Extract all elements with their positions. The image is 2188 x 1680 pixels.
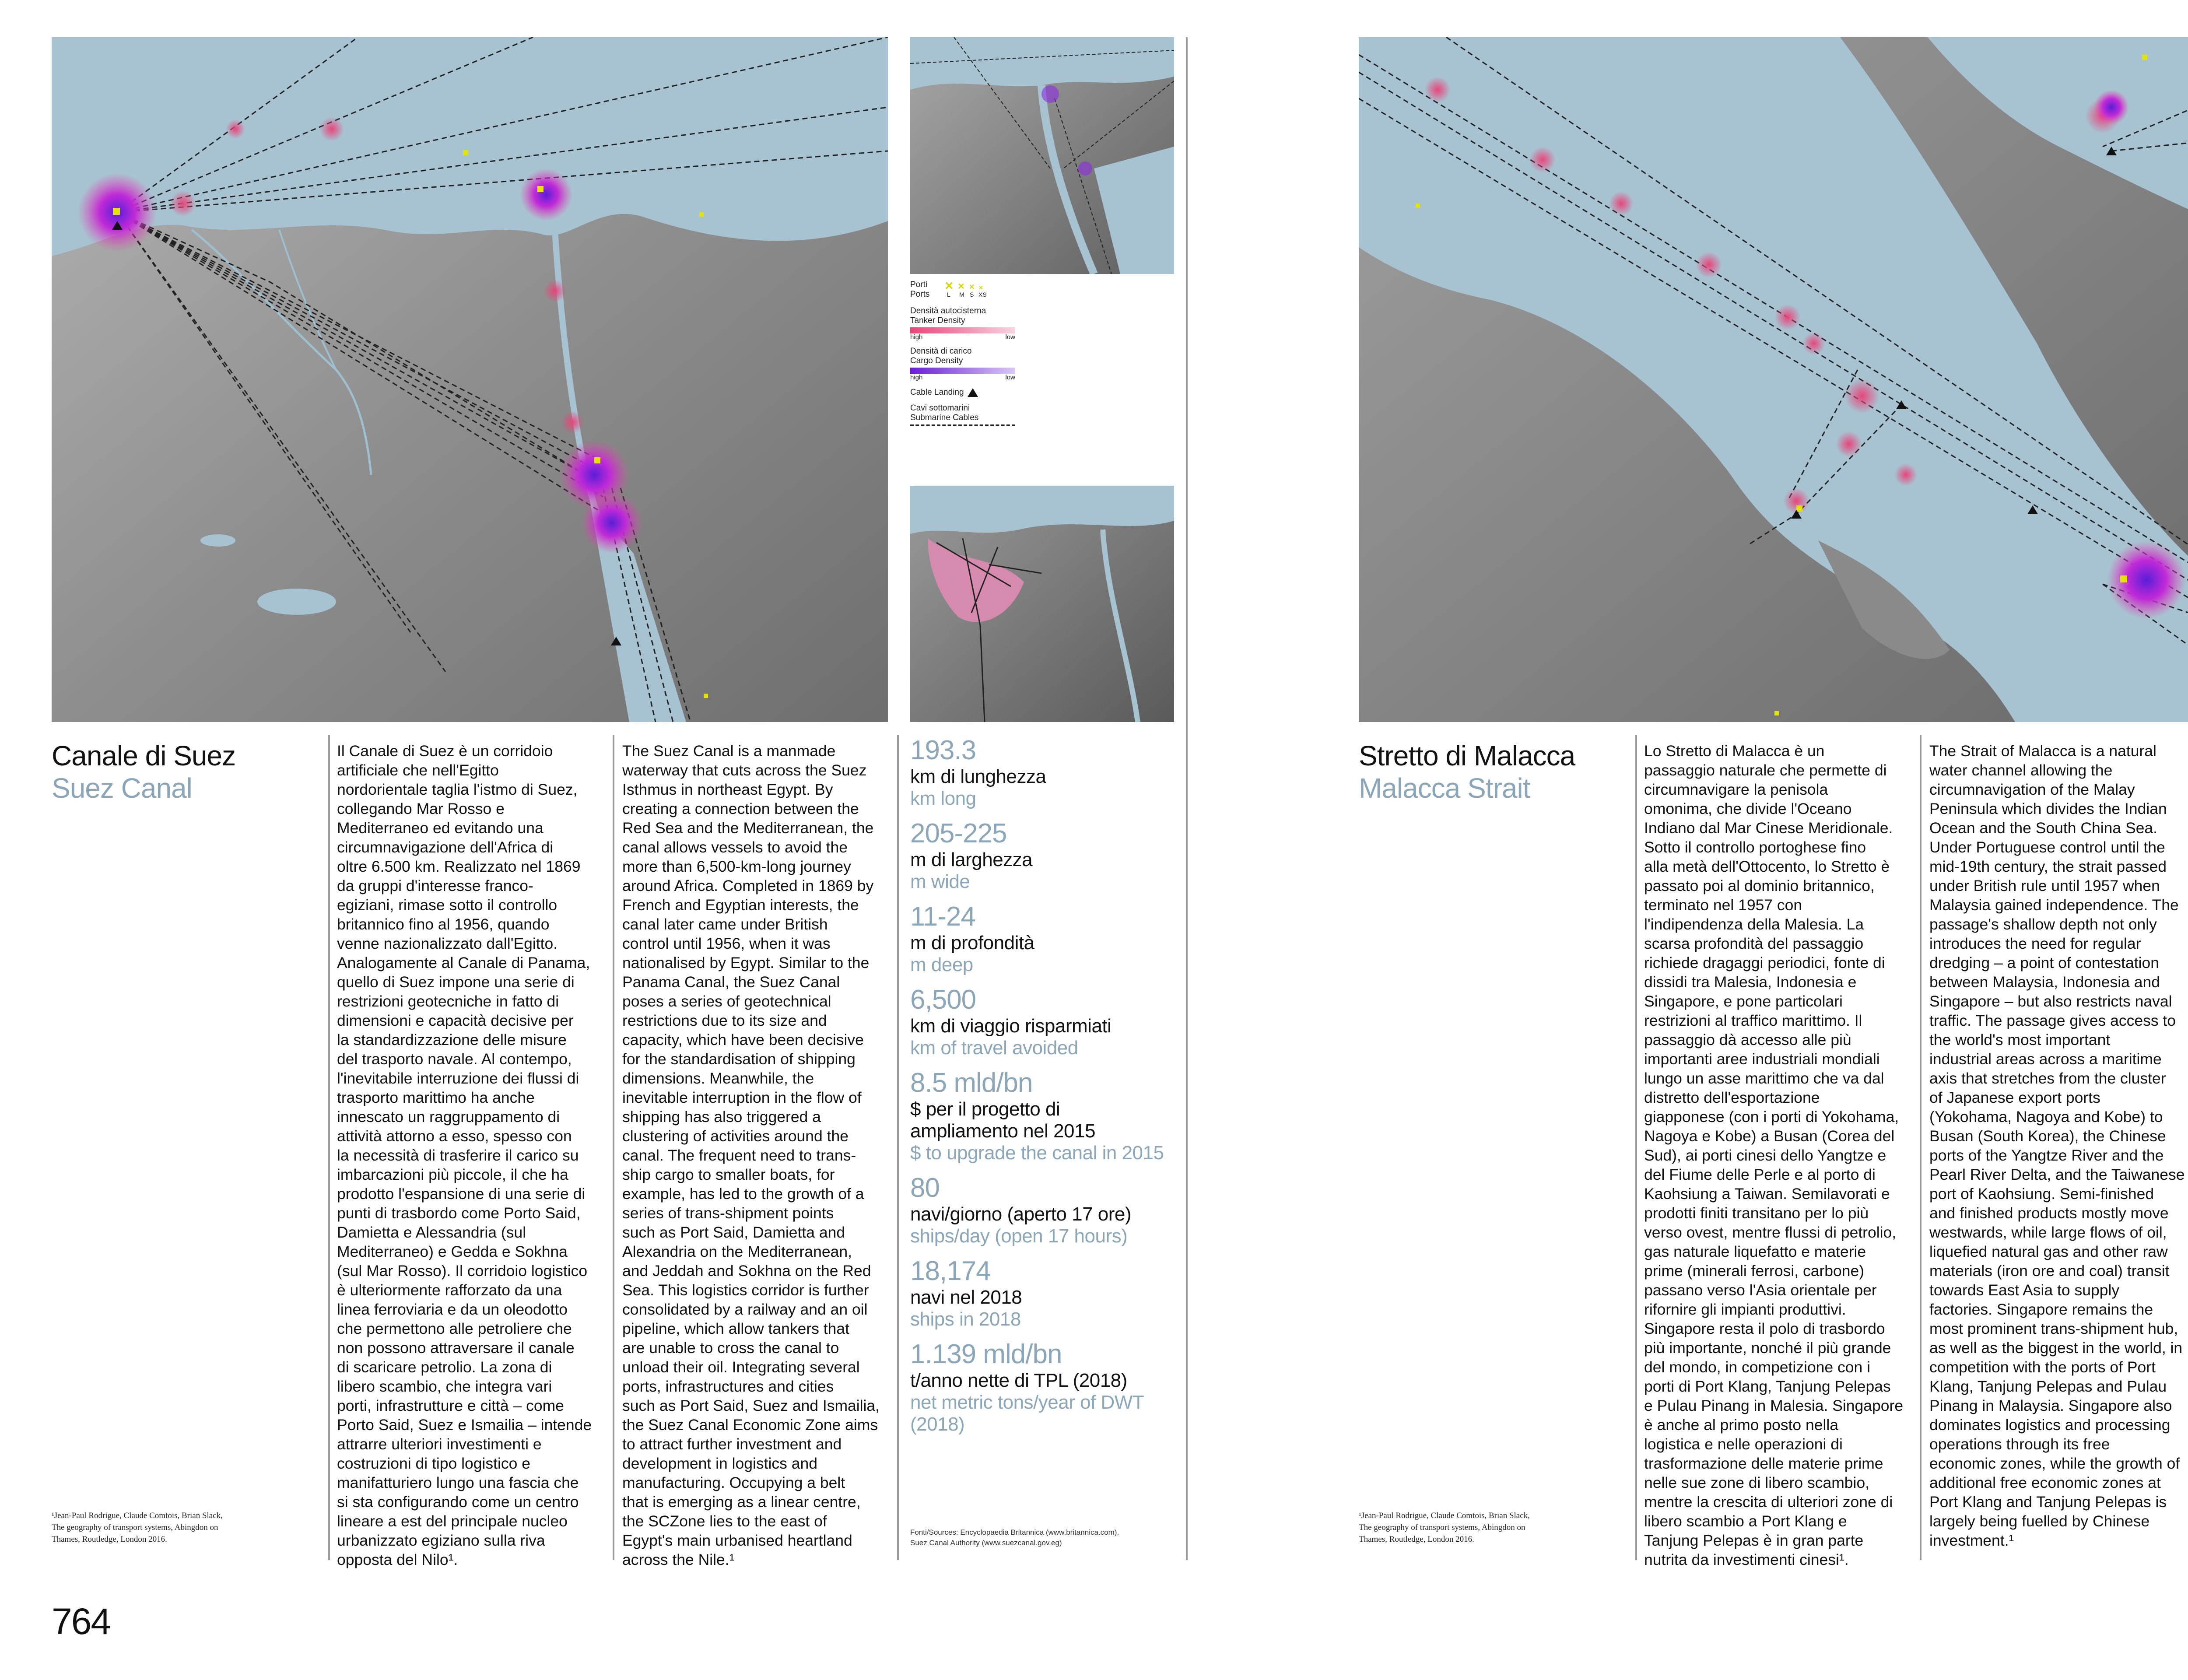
legend-cargo-en: Cargo Density: [910, 356, 963, 365]
legend-tanker-it: Densità autocisterna: [910, 306, 986, 316]
tanker-gradient: [910, 327, 1015, 333]
divider: [1920, 735, 1922, 1560]
stat-item: 205-225 m di larghezza m wide: [910, 818, 1033, 892]
legend-cables-en: Submarine Cables: [910, 413, 979, 422]
legend-size-m: M: [959, 291, 964, 298]
divider: [1635, 735, 1637, 1560]
sources-note: Fonti/Sources: Encyclopaedia Britannica (www.britannica.com), Suez Canal Authority (www.suezcanal.gov.eg): [910, 1528, 1119, 1547]
body-text-it: Lo Stretto di Malacca è un passaggio naturale che permette di circumnavigare la penisola omonima, che divide l'Oceano Indiano dal Mar Cinese Meridionale. Sotto il controllo portoghese fino alla metà dell'Ottocento, lo Stretto è passato poi al dominio britannico, terminato nel 1957 con l'indipendenza della Malesia. La scarsa profondità del passaggio richiede dragaggi periodici, fonte di dissidi tra Malesia, Indonesia e Singapore, e pone particolari restrizioni al traffico marittimo. Il passaggio dà accesso alle più importanti aree industriali mondiali lungo un asse marittimo che va dal distretto dell'esportazione giapponese (con i porti di Yokohama, Nagoya e Kobe) a Busan (Corea del Sud), ai porti cinesi dello Yangtze e del Fiume delle Perle e al porto di Kaohsiung a Taiwan. Semilavorati e prodotti finiti transitano per lo più verso ovest, mentre flussi di petrolio, gas naturale liquefatto e materie prime (minerali ferrosi, carbone) passano verso l'Asia orientale per rifornire gli impianti produttivi. Singapore resta il polo di trasbordo più importante, nonché il più grande del mondo, in competizione con i porti di Port Klang, Tanjung Pelepas e Pulau Pinang in Malesia. Singapore è anche al primo posto nella logistica e nelle operazioni di trasformazione delle materie prime nelle sue zone di libero scambio, mentre la crescita di ulteriori zone di libero scambio a Port Klang e Tanjung Pelepas è in gran parte nutrita da investimenti cinesi¹.: [1644, 742, 1904, 1568]
suez-main-map: [52, 37, 888, 722]
stat-item: 11-24 m di profondità m deep: [910, 901, 1034, 975]
cargo-high: high: [910, 374, 923, 381]
stat-item: 18,174 navi nel 2018 ships in 2018: [910, 1256, 1022, 1330]
tanker-low: low: [1005, 333, 1015, 341]
legend-ports-en: Ports: [910, 290, 930, 299]
tanker-high: high: [910, 333, 923, 341]
divider: [1186, 37, 1188, 1560]
port-size-xs-icon: ✕: [978, 284, 983, 291]
stat-item: 193.3 km di lunghezza km long: [910, 735, 1046, 809]
malacca-main-map: [1359, 37, 2188, 722]
legend-size-s: S: [970, 291, 974, 298]
page-title-en: Suez Canal: [52, 772, 192, 804]
divider: [328, 735, 330, 1560]
cargo-gradient: [910, 368, 1015, 374]
page-title-it: Canale di Suez: [52, 740, 236, 772]
stat-item: 1.139 mld/bn t/anno nette di TPL (2018) net metric tons/year of DWT (2018): [910, 1339, 1144, 1435]
suez-urban-map: [910, 486, 1174, 722]
footnote: ¹Jean-Paul Rodrigue, Claude Comtois, Brian Slack, The geography of transport systems, Abingdon on Thames, Routledge, London 2016.: [1359, 1511, 1530, 1544]
legend-left: [910, 280, 1015, 426]
stat-item: 8.5 mld/bn $ per il progetto di ampliamento nel 2015 $ to upgrade the canal in 2015: [910, 1068, 1164, 1164]
stats-column: [910, 735, 1186, 1444]
port-size-l-icon: ✕: [944, 279, 954, 292]
page-number-left: 764: [52, 1601, 111, 1642]
legend-cable-landing: Cable Landing: [910, 388, 964, 397]
stat-item: 80 navi/giorno (aperto 17 ore) ships/day (open 17 hours): [910, 1173, 1132, 1247]
port-size-s-icon: ✕: [969, 284, 975, 291]
body-text-en: The Suez Canal is a manmade waterway that cuts across the Suez Isthmus in northeast Egypt. By creating a connection between the Red Sea and the Mediterranean, the canal allows vessels to avoid the more than 6,500-km-long journey around Africa. Completed in 1869 by French and Egyptian interests, the canal later came under British control until 1956, when it was nationalised by Egypt. Similar to the Panama Canal, the Suez Canal poses a series of geotechnical restrictions due to its size and capacity, which have been decisive for the standardisation of shipping dimensions. Meanwhile, the inevitable interruption in the flow of shipping has also triggered a clustering of activities around the canal. The frequent need to trans- ship cargo to smaller boats, for example, has led to the growth of a series of trans-shipment points such as Port Said, Damietta and Alexandria on the Mediterranean, and Jeddah and Sokhna on the Red Sea. This logistics corridor is further consolidated by a railway and an oil pipeline, which allow tankers that are unable to cross the canal to unload their oil. Integrating several ports, infrastructures and cities such as Port Said, Suez and Ismailia, the Suez Canal Economic Zone aims to attract further investment and development in logistics and manufacturing. Occupying a belt that is emerging as a linear centre, the SCZone lies to the east of Egypt's main urbanised heartland across the Nile.¹: [622, 742, 880, 1568]
submarine-cable-line-icon: [910, 424, 1015, 426]
suez-detail-map: [910, 37, 1174, 274]
legend-size-l: L: [947, 291, 950, 298]
page-title-en: Malacca Strait: [1359, 772, 1530, 804]
legend-size-xs: XS: [978, 291, 987, 298]
stat-item: 6,500 km di viaggio risparmiati km of travel avoided: [910, 985, 1112, 1059]
footnote: ¹Jean-Paul Rodrigue, Claude Comtois, Brian Slack, The geography of transport systems, Abingdon on Thames, Routledge, London 2016.: [52, 1511, 223, 1544]
divider: [613, 735, 614, 1560]
port-size-m-icon: ✕: [957, 282, 965, 291]
divider: [897, 735, 899, 1560]
legend-cargo-it: Densità di carico: [910, 347, 972, 356]
legend-cables-it: Cavi sottomarini: [910, 403, 970, 413]
page-title-it: Stretto di Malacca: [1359, 740, 1575, 772]
body-text-en: The Strait of Malacca is a natural water channel allowing the circumnavigation of the Malay Peninsula which divides the Indian Ocean and the South China Sea. Under Portuguese control until the mid-19th century, the strait passed under British rule until 1957 when Malaysia gained independence. The passage's shallow depth not only introduces the need for regular dredging – a point of contestation between Malaysia, Indonesia and Singapore – but also restricts naval traffic. The passage gives access to the world's most important industrial areas across a maritime axis that stretches from the cluster of Japanese export ports (Yokohama, Nagoya and Kobe) to Busan (South Korea), the Chinese ports of the Yangtze River and the Pearl River Delta, and the Taiwanese port of Kaohsiung. Semi-finished and finished products mostly move westwards, while large flows of oil, liquefied natural gas and other raw materials (iron ore and coal) transit towards East Asia to supply factories. Singapore remains the most prominent trans-shipment hub, as well as the biggest in the world, in competition with the ports of Port Klang, Tanjung Pelepas and Pulau Pinang in Malaysia. Singapore also dominates logistics and processing operations through its free economic zones, while the growth of additional free economic zones at Port Klang and Tanjung Pelepas is largely being fuelled by Chinese investment.¹: [1929, 742, 2185, 1549]
legend-tanker-en: Tanker Density: [910, 316, 965, 325]
body-text-it: Il Canale di Suez è un corridoio artificiale che nell'Egitto nordorientale taglia l'istmo di Suez, collegando Mar Rosso e Mediterraneo ed evitando una circumnavigazione dell'Africa di oltre 6.500 km. Realizzato nel 1869 da gruppi d'interesse franco- egiziani, rimase sotto il controllo britannico fino al 1956, quando venne nazionalizzato dall'Egitto. Analogamente al Canale di Panama, quello di Suez impone una serie di restrizioni geotecniche in fatto di dimensioni e capacità decisive per la standardizzazione delle misure del trasporto navale. Al contempo, l'inevitabile interruzione dei flussi di trasporto marittimo ha anche innescato un raggruppamento di attività attorno a esso, spesso con la necessità di trasferire il carico su imbarcazioni più piccole, il che ha prodotto l'espansione di una serie di punti di trasbordo come Porto Said, Damietta e Alessandria (sul Mediterraneo) e Gedda e Sokhna (sul Mar Rosso). Il corridoio logistico è ulteriormente rafforzato da una linea ferroviaria e da un oleodotto che permettono alle petroliere che non possono attraversare il canale di scaricare petrolio. La zona di libero scambio, che integra vari porti, infrastrutture e città – come Porto Said, Suez e Ismailia – intende attrarre ulteriori investimenti e costruzioni di tipo logistico e manifatturiero lungo una fascia che si sta configurando come un centro lineare a est del principale nucleo urbanizzato egiziano sulla riva opposta del Nilo¹.: [337, 742, 592, 1568]
legend-ports-it: Porti: [910, 280, 928, 289]
cargo-low: low: [1005, 374, 1015, 381]
cable-landing-icon: [968, 388, 978, 397]
